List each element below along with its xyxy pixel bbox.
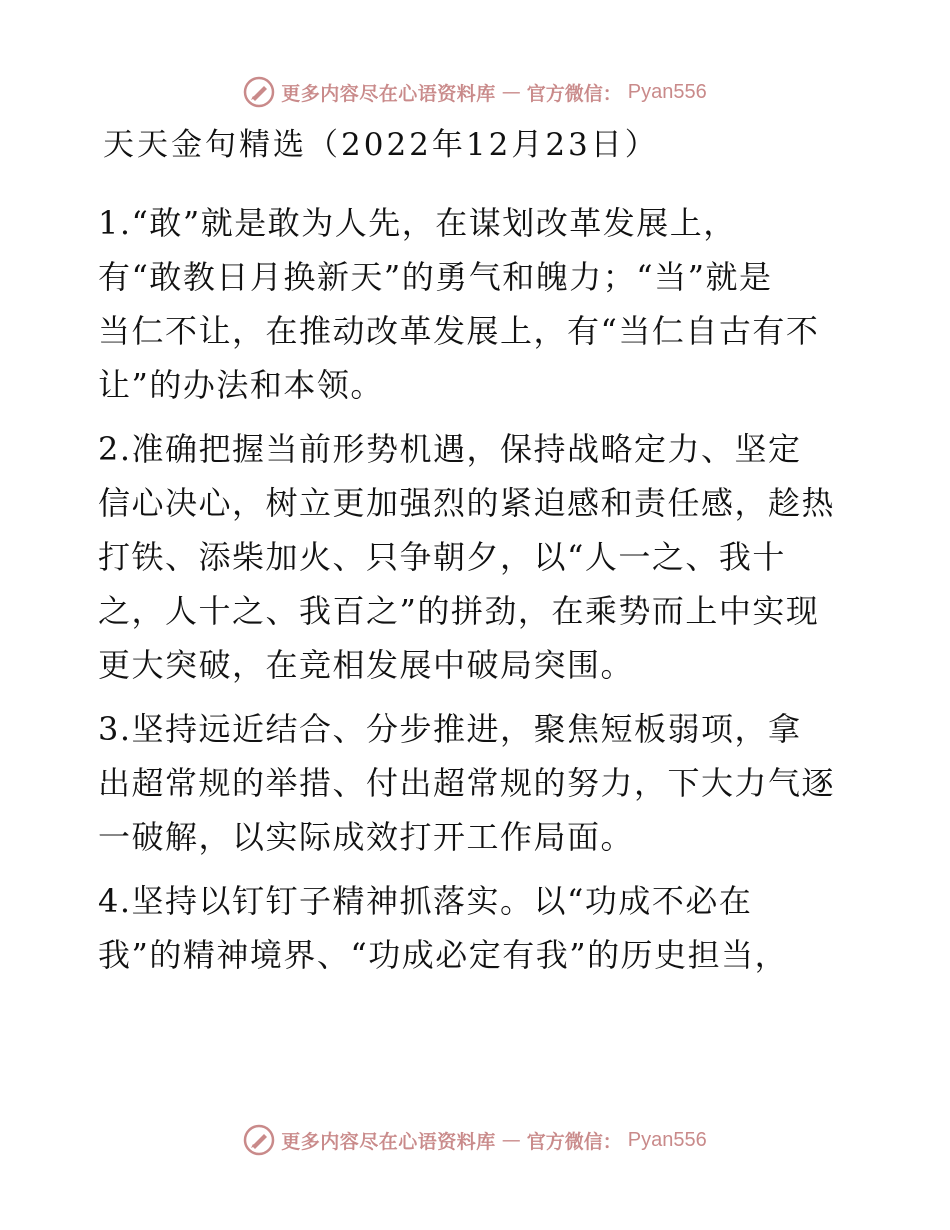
watermark-contact-id: Pyan556 (627, 1128, 707, 1151)
text-line: 有“敢教日月换新天”的勇气和魄力；“当”就是 (98, 258, 773, 296)
watermark-site-text: 更多内容尽在心语资料库 (281, 82, 496, 105)
text-line: 打铁、添柴加火、只争朝夕，以“人一之、我十 (98, 538, 786, 576)
watermark-separator: — (501, 1129, 521, 1151)
pen-logo-icon (243, 76, 275, 108)
text-line: 一破解，以实际成效打开工作局面。 (98, 818, 635, 856)
watermark-site-text: 更多内容尽在心语资料库 (281, 1130, 496, 1153)
text-line: 让”的办法和本领。 (98, 366, 384, 404)
text-line: 信心决心，树立更加强烈的紧迫感和责任感，趁热 (98, 484, 836, 522)
watermark-contact-id: Pyan556 (627, 80, 707, 103)
document-body (98, 196, 850, 992)
text-line: 更大突破，在竞相发展中破局突围。 (98, 646, 635, 684)
text-line: 我”的精神境界、“功成必定有我”的历史担当， (98, 936, 789, 974)
watermark-separator: — (501, 81, 521, 103)
text-line: 出超常规的举措、付出超常规的努力，下大力气逐 (98, 764, 836, 802)
paragraph-2 (98, 422, 850, 692)
document-title: 天天金句精选（2022年12月23日） (103, 127, 659, 163)
text-line: 当仁不让，在推动改革发展上，有“当仁自古有不 (98, 312, 820, 350)
paragraph-3 (98, 702, 850, 864)
text-line: 3.坚持远近结合、分步推进，聚焦短板弱项，拿 (98, 710, 802, 748)
pen-logo-icon (243, 1124, 275, 1156)
watermark-contact-label: 官方微信： (526, 82, 622, 105)
text-line: 1.“敢”就是敢为人先，在谋划改革发展上， (98, 204, 737, 242)
text-line: 4.坚持以钉钉子精神抓落实。以“功成不必在 (98, 882, 753, 920)
paragraph-1 (98, 196, 850, 412)
paragraph-4 (98, 874, 850, 982)
watermark-contact-label: 官方微信： (526, 1130, 622, 1153)
header-watermark (0, 72, 950, 112)
footer-watermark (0, 1120, 950, 1160)
text-line: 2.准确把握当前形势机遇，保持战略定力、坚定 (98, 430, 802, 468)
text-line: 之，人十之、我百之”的拼劲，在乘势而上中实现 (98, 592, 820, 630)
